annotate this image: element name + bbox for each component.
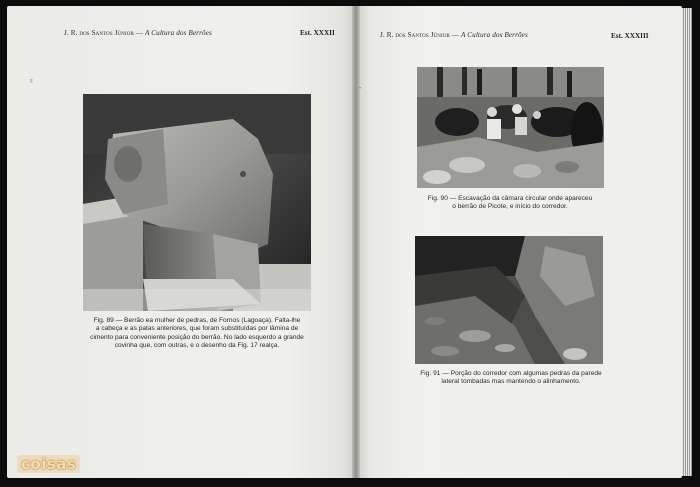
caption-line: lateral tombadas mas mantendo o alinhamento. [441, 378, 581, 386]
pencil-mark: ᵍ [30, 76, 33, 86]
fig-89-photo [83, 94, 311, 311]
header-author: J. R. dos Santos Júnior [64, 29, 134, 37]
header-separator: — [449, 31, 461, 39]
left-plate-number: Est. XXXII [300, 29, 335, 37]
left-running-header [64, 29, 212, 37]
fig-89-caption [85, 317, 309, 351]
watermark-logo: coisas [17, 455, 80, 473]
fig-90-photo [417, 67, 604, 188]
header-separator: — [133, 29, 145, 37]
caption-line: covinha que, com outras, e o desenho da Fig. 17 realça. [114, 342, 280, 350]
caption-line: Fig. 90 — Escavação da câmara circular onde apareceu [427, 195, 593, 202]
book-gutter [352, 6, 360, 478]
page-edges [682, 8, 692, 476]
header-title: A Cultura dos Berrões [460, 31, 528, 39]
fig-91-caption [408, 370, 614, 387]
fig-90-caption [410, 195, 610, 212]
right-plate-number: Est. XXXIII [611, 32, 649, 40]
right-running-header [380, 31, 528, 39]
caption-line: Fig. 91 — Porção do corredor com algumas pedras da parede [420, 370, 602, 377]
caption-line: cimento para conveniente posição do berrão. No lado esquerdo a grande [90, 333, 304, 341]
caption-line: a cabeça e as patas anteriores, que foram substituídas por lâmina de [95, 325, 299, 333]
caption-line: Fig. 89 — Berrão ea mulher de pedras, de Fornos (Lagoaça). Falta-lhe [93, 317, 301, 324]
fig-91-photo [415, 236, 603, 364]
edge-dot: • [359, 86, 362, 92]
caption-line: o berrão de Picote, e início do corredor. [452, 203, 568, 211]
header-title: A Cultura dos Berrões [144, 29, 212, 37]
header-author: J. R. dos Santos Júnior [380, 31, 450, 39]
